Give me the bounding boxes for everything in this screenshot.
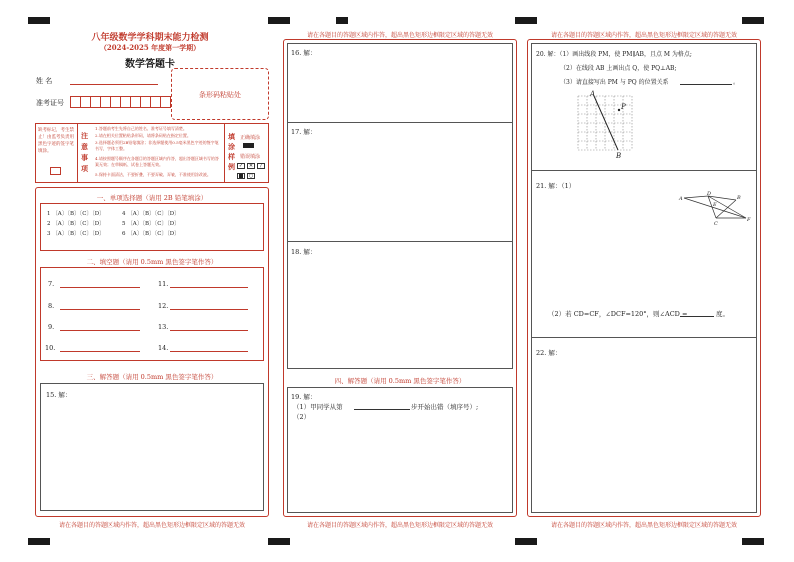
id-cells[interactable] bbox=[70, 96, 170, 110]
grid-label-p: P bbox=[621, 103, 626, 111]
boundary-warning: 请在各题目的答题区域内作答，超出黑色矩形边框限定区域的答题无效 bbox=[550, 32, 737, 39]
question-20-part3-end: 。 bbox=[733, 79, 740, 86]
section4-title: 四、解答题（请用 0.5mm 黑色签字笔作答） bbox=[334, 377, 466, 385]
card-title: 数学答题卡 bbox=[125, 59, 175, 70]
choice-row[interactable]: 4 〔A〕〔B〕〔C〕〔D〕 bbox=[122, 211, 180, 217]
registration-mark bbox=[268, 538, 290, 545]
boundary-warning: 请在各题目的答题区域内作答，超出黑色矩形边框限定区域的答题无效 bbox=[58, 522, 245, 529]
blank-line[interactable] bbox=[170, 309, 248, 310]
notice-item: 2.请在相关位置粘贴条形码，请将条码贴在指定位置。 bbox=[95, 133, 191, 138]
boundary-warning: 请在各题目的答题区域内作答，超出黑色矩形边框限定区域的答题无效 bbox=[306, 522, 493, 529]
section1-title: 一、单项选择题（请用 2B 铅笔填涂） bbox=[96, 194, 208, 202]
correct-label: 正确填涂 bbox=[240, 135, 261, 141]
grid-figure bbox=[570, 90, 640, 160]
choice-row[interactable]: 1 〔A〕〔B〕〔C〕〔D〕 bbox=[47, 211, 105, 217]
question-21-part2-end: 度。 bbox=[716, 310, 729, 318]
wrong-sample-cross: ✕ bbox=[248, 163, 254, 169]
boundary-warning: 请在各题目的答题区域内作答，超出黑色矩形边框限定区域的答题无效 bbox=[550, 522, 737, 529]
triangle-figure bbox=[676, 190, 752, 228]
notice-heading: 注 意 事 项 bbox=[81, 131, 88, 173]
question-19-part2: （2） bbox=[293, 413, 311, 421]
notice-item: 1.答题前考生先将自己的姓名、准考证号填写清楚。 bbox=[95, 126, 187, 131]
question-19-label: 19. 解： bbox=[291, 393, 317, 401]
wrong-sample-circle: ○ bbox=[248, 173, 254, 179]
fig21-label-e: E bbox=[713, 202, 717, 208]
blank-label: 7. bbox=[48, 280, 55, 288]
registration-mark bbox=[28, 17, 50, 24]
question-22-label: 22. 解： bbox=[536, 349, 562, 357]
notice-divider bbox=[224, 123, 225, 183]
blank-line[interactable] bbox=[60, 309, 140, 310]
answer-box-17[interactable] bbox=[287, 122, 513, 242]
blank-label: 14. bbox=[158, 344, 169, 352]
answer-box-15[interactable] bbox=[40, 383, 264, 511]
question-21-part1: 21. 解：（1） bbox=[536, 182, 576, 190]
wrong-sample-dot bbox=[237, 173, 245, 179]
blank-line[interactable] bbox=[60, 287, 140, 288]
notice-item: 5.保持卡面清洁，不要折叠，不要弄破、弄皱，不准使用涂改液。 bbox=[95, 172, 211, 177]
notice-divider bbox=[77, 123, 78, 183]
blank-label: 13. bbox=[158, 323, 169, 331]
choice-row[interactable]: 2 〔A〕〔B〕〔C〕〔D〕 bbox=[47, 221, 105, 227]
fig21-label-a: A bbox=[679, 196, 683, 202]
barcode-label: 条形码粘贴处 bbox=[199, 91, 241, 99]
wrong-sample-check: ✓ bbox=[238, 163, 244, 169]
wrong-label: 错误填涂 bbox=[240, 154, 261, 160]
correct-sample bbox=[243, 143, 254, 148]
fig21-label-f: F bbox=[747, 217, 751, 223]
answer-box-22[interactable] bbox=[531, 337, 757, 513]
registration-mark bbox=[742, 17, 764, 24]
fig21-label-d: D bbox=[707, 191, 712, 197]
blank-line[interactable] bbox=[60, 330, 140, 331]
blank-line[interactable] bbox=[60, 351, 140, 352]
blank-label: 9. bbox=[48, 323, 55, 331]
fill-heading: 填 涂 样 例 bbox=[228, 132, 235, 171]
question-20-blank[interactable] bbox=[680, 84, 732, 85]
exam-title: 八年级数学学科期末能力检测 bbox=[91, 33, 209, 43]
grid-label-b: B bbox=[616, 152, 622, 160]
registration-mark bbox=[515, 17, 537, 24]
name-label: 姓 名 bbox=[36, 77, 53, 85]
fig21-label-b: B bbox=[737, 195, 741, 201]
question-20-part3: （3）请直接写出 PM 与 PQ 的位置关系 bbox=[560, 79, 669, 86]
question-19-part1-end: 步开始出错（填序号）; bbox=[411, 403, 479, 411]
blank-box bbox=[40, 267, 264, 361]
registration-mark bbox=[515, 538, 537, 545]
choice-row[interactable]: 3 〔A〕〔B〕〔C〕〔D〕 bbox=[47, 231, 105, 237]
id-label: 准考证号 bbox=[36, 99, 64, 107]
boundary-warning: 请在各题目的答题区域内作答，超出黑色矩形边框限定区域的答题无效 bbox=[306, 32, 493, 39]
blank-label: 12. bbox=[158, 302, 169, 310]
blank-label: 8. bbox=[48, 302, 55, 310]
question-19-blank[interactable] bbox=[354, 409, 410, 410]
absent-note: 缺考标记，考生禁止！由监考负责用黑色字迹的签字笔填涂。 bbox=[38, 128, 74, 154]
choice-row[interactable]: 6 〔A〕〔B〕〔C〕〔D〕 bbox=[122, 231, 180, 237]
exam-term: （2024-2025 年度第一学期） bbox=[99, 43, 201, 52]
blank-label: 11. bbox=[158, 280, 169, 288]
answer-box-18[interactable] bbox=[287, 241, 513, 369]
notice-item: 4.请按照题号顺序在各题目的答题区域内作答，超出答题区域书写的答案无效；在草稿纸、试卷上答题无效。 bbox=[95, 156, 219, 167]
question-16-label: 16. 解： bbox=[291, 49, 317, 57]
section3-title: 三、解答题（请用 0.5mm 黑色签字笔作答） bbox=[86, 373, 218, 381]
absent-box[interactable] bbox=[50, 167, 61, 175]
registration-mark bbox=[336, 17, 348, 24]
choice-row[interactable]: 5 〔A〕〔B〕〔C〕〔D〕 bbox=[122, 221, 180, 227]
blank-line[interactable] bbox=[170, 351, 248, 352]
question-18-label: 18. 解： bbox=[291, 248, 317, 256]
name-field[interactable] bbox=[70, 84, 158, 85]
registration-mark bbox=[28, 538, 50, 545]
question-19-part1: （1）甲同学从第 bbox=[293, 403, 343, 411]
fig21-label-c: C bbox=[714, 221, 718, 227]
grid-label-a: A bbox=[590, 90, 596, 98]
question-21-part2: （2）若 CD=CF，∠DCF=120°，则∠ACD = bbox=[548, 310, 688, 318]
question-20-part1: 20. 解：（1）画出线段 PM，使 PM∥AB，且点 M 为格点; bbox=[536, 51, 692, 58]
question-15-label: 15. 解： bbox=[46, 391, 72, 399]
registration-mark bbox=[742, 538, 764, 545]
blank-line[interactable] bbox=[170, 287, 248, 288]
blank-line[interactable] bbox=[170, 330, 248, 331]
registration-mark bbox=[268, 17, 290, 24]
answer-box-16[interactable] bbox=[287, 43, 513, 123]
question-21-blank[interactable] bbox=[680, 316, 714, 317]
question-20-part2: （2）在线段 AB 上画出点 Q，使 PQ⊥AB; bbox=[560, 65, 677, 72]
notice-item: 3.选择题必须用2B铅笔填涂；非选择题使用0.5毫米黑色字迹的签字笔书写，字体工整。 bbox=[95, 140, 219, 151]
question-17-label: 17. 解： bbox=[291, 128, 317, 136]
section2-title: 二、填空题（请用 0.5mm 黑色签字笔作答） bbox=[86, 258, 218, 266]
wrong-sample-slash: / bbox=[257, 163, 265, 169]
blank-label: 10. bbox=[45, 344, 56, 352]
